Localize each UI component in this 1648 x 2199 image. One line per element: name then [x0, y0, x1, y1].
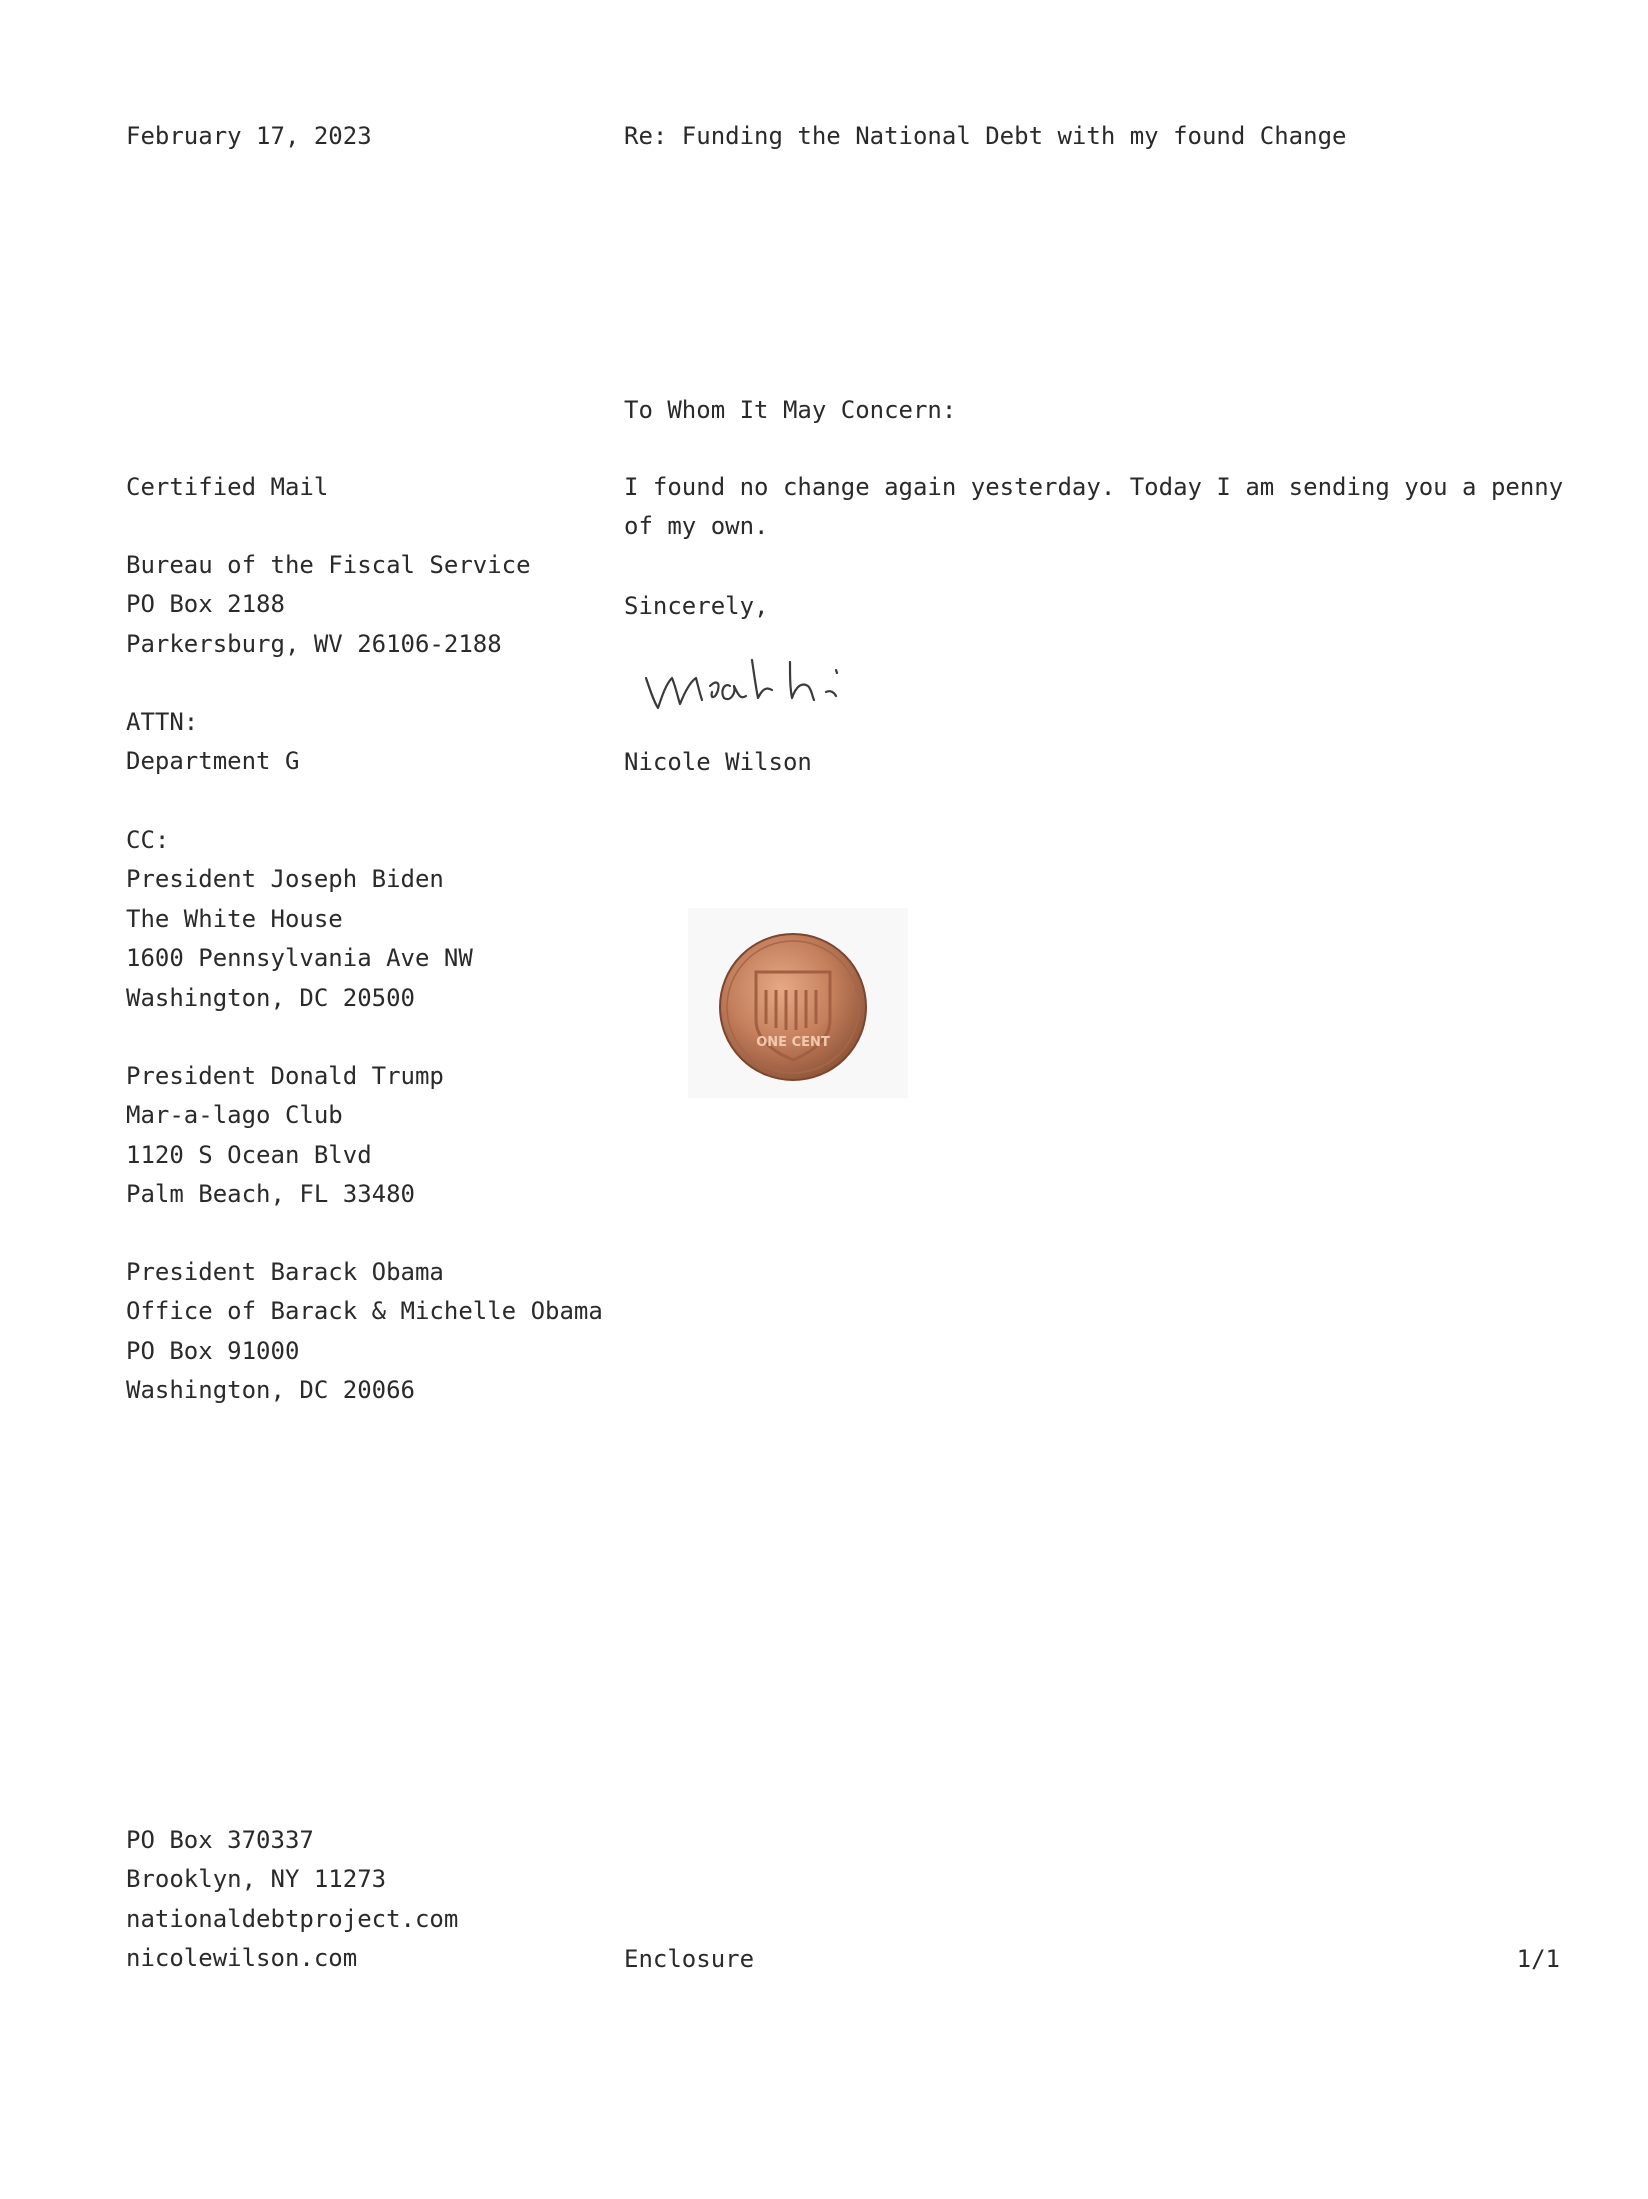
letter-date: February 17, 2023 — [126, 122, 372, 150]
attn-block — [126, 703, 299, 782]
letter-subject: Re: Funding the National Debt with my found Change — [624, 122, 1347, 150]
taped-penny — [688, 908, 908, 1098]
sender-line: nicolewilson.com — [126, 1944, 358, 1973]
cc-recipient-obama — [126, 1253, 603, 1411]
cc-line: President Barack Obama — [126, 1258, 444, 1286]
salutation: To Whom It May Concern: — [624, 396, 957, 424]
cc-recipient-trump — [126, 1057, 444, 1215]
cc-line: President Donald Trump — [126, 1062, 444, 1090]
paragraph-line: I found no change again yesterday. Today I am sending you a penny — [624, 473, 1564, 501]
sender-line: PO Box 370337 — [126, 1826, 314, 1854]
cc-line: 1600 Pennsylvania Ave NW — [126, 944, 473, 973]
attn-label: ATTN: — [126, 708, 199, 736]
enclosure-label: Enclosure — [624, 1945, 755, 1973]
paragraph-line: of my own. — [624, 512, 769, 541]
attn-department: Department G — [126, 747, 300, 776]
cc-line: Office of Barack & Michelle Obama — [126, 1297, 603, 1326]
cc-line: PO Box 91000 — [126, 1336, 300, 1365]
cc-line: Mar-a-lago Club — [126, 1101, 343, 1130]
letter-paragraph — [624, 468, 1563, 547]
cc-line: The White House — [126, 904, 343, 933]
recipient-address — [126, 546, 531, 664]
penny-text: ONE CENT — [756, 1035, 830, 1050]
sender-address — [126, 1821, 458, 1979]
closing: Sincerely, — [624, 592, 769, 620]
signer-name: Nicole Wilson — [624, 748, 812, 776]
sender-line: Brooklyn, NY 11273 — [126, 1865, 387, 1894]
cc-block — [126, 821, 473, 1018]
page-number: 1/1 — [1516, 1945, 1560, 1973]
mail-type: Certified Mail — [126, 473, 329, 501]
cc-line: 1120 S Ocean Blvd — [126, 1140, 372, 1169]
recipient-line: Parkersburg, WV 26106-2188 — [126, 629, 502, 658]
recipient-line: PO Box 2188 — [126, 590, 285, 619]
cc-label: CC: — [126, 826, 170, 854]
sender-line: nationaldebtproject.com — [126, 1904, 459, 1933]
cc-line: Washington, DC 20066 — [126, 1376, 415, 1405]
signature-image — [640, 640, 1000, 730]
cc-line: President Joseph Biden — [126, 865, 444, 894]
cc-line: Washington, DC 20500 — [126, 983, 415, 1012]
cc-line: Palm Beach, FL 33480 — [126, 1180, 415, 1209]
recipient-line: Bureau of the Fiscal Service — [126, 551, 531, 579]
penny-icon — [708, 932, 878, 1082]
